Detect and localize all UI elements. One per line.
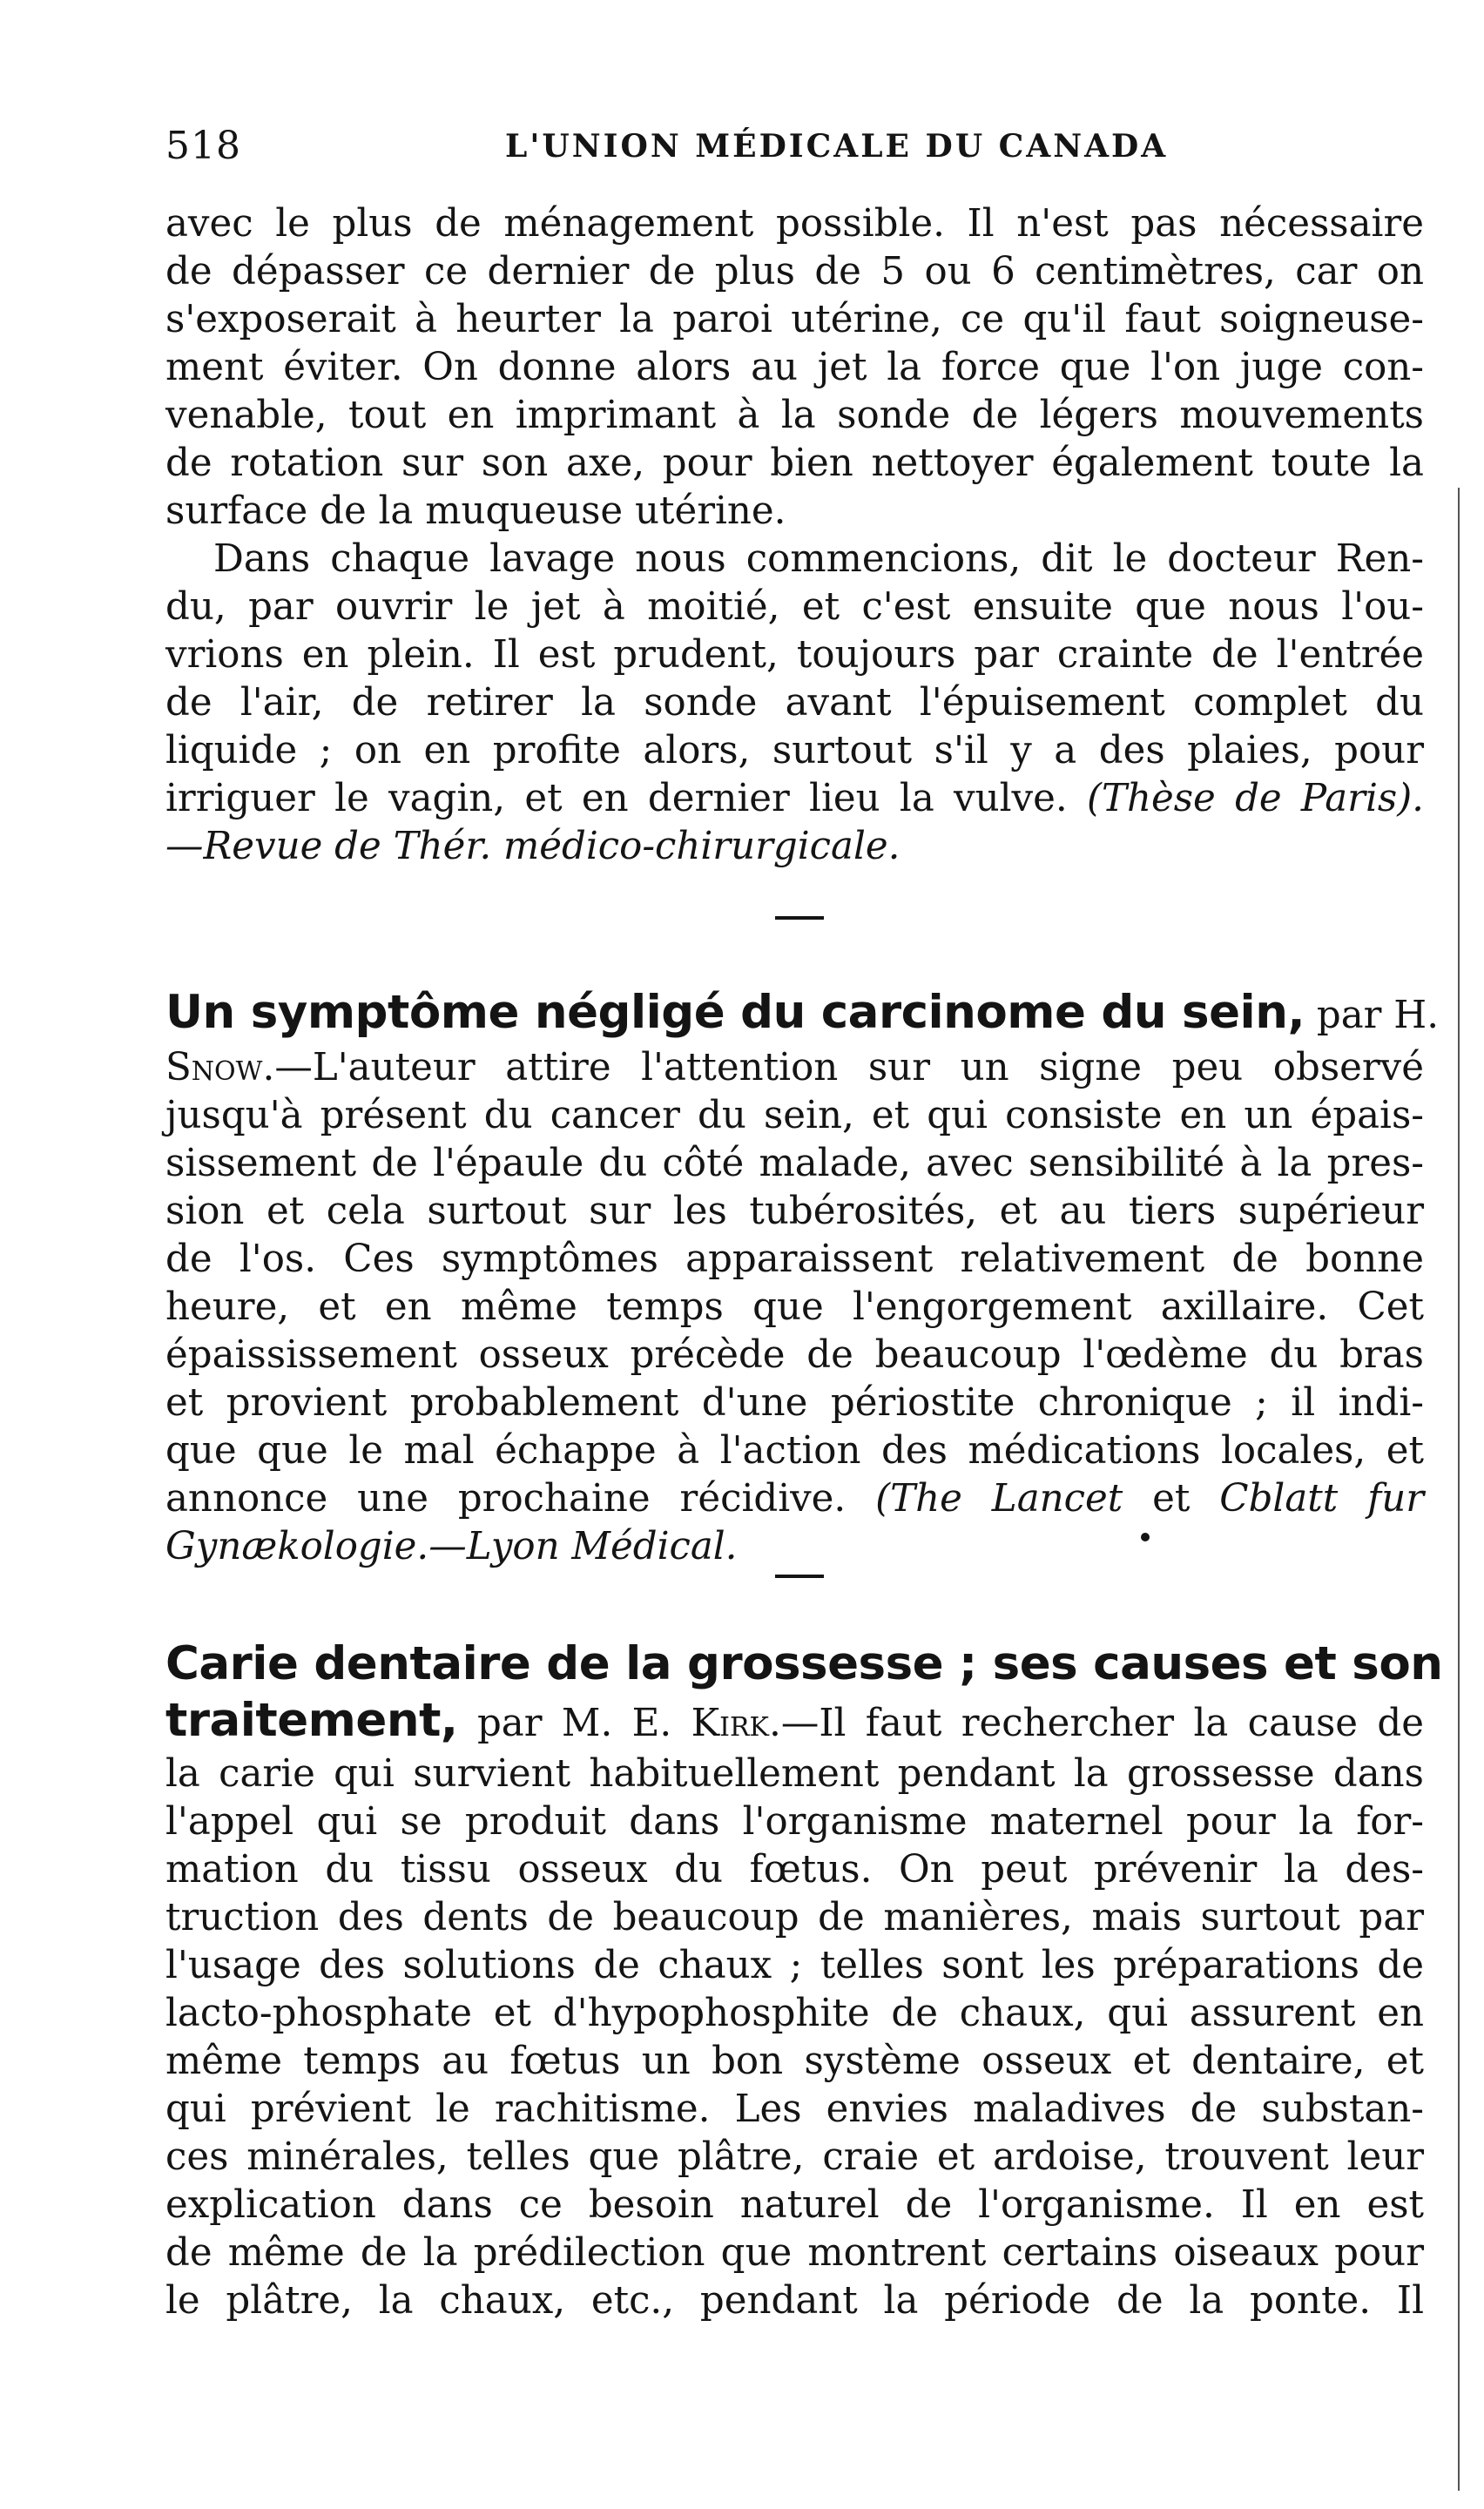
article-carie-dentaire [165, 1637, 1443, 2325]
text-line: qui prévient le rachitisme. Les envies maladives de substan- [165, 2087, 1424, 2131]
text-line: vrions en plein. Il est prudent, toujours par crainte de l'entrée [165, 633, 1424, 677]
article-title: Un symptôme négligé du carcinome du sein, [165, 986, 1305, 1039]
author-prefix: par M. E. [476, 1702, 672, 1745]
ink-dot [1141, 1533, 1150, 1541]
text-line: épaississement osseux précède de beaucoup l'œdème du bras [165, 1333, 1424, 1377]
text-line [165, 1044, 1424, 1092]
source-reference: Cblatt fur [1219, 1477, 1425, 1521]
running-head [165, 120, 1402, 172]
text-line: truction des dents de beaucoup de manières, mais surtout par [165, 1896, 1424, 1939]
section-divider [775, 1575, 824, 1578]
article-title: Carie dentaire de la grossesse ; ses causes et son [165, 1637, 1443, 1690]
page-edge-line [1458, 488, 1460, 2491]
text-line: l'usage des solutions de chaux ; telles sont les préparations de [165, 1944, 1424, 1987]
text-line: ment éviter. On donne alors au jet la force que l'on juge con- [165, 346, 1424, 389]
line-text: —L'auteur attire l'attention sur un signe peu observé [274, 1046, 1424, 1089]
text-line: heure, et en même temps que l'engorgement axillaire. Cet [165, 1285, 1424, 1329]
text-line: liquide ; on en profite alors, surtout s'il y a des plaies, pour [165, 729, 1424, 772]
source-reference: (Thèse de Paris). [1086, 777, 1425, 820]
citation: —Revue de Thér. médico-chirurgicale. [165, 825, 901, 868]
article-title-cont: traitement, [165, 1694, 458, 1747]
text-line: que que le mal échappe à l'action des médications locales, et [165, 1429, 1424, 1473]
line-text: —Il faut rechercher la cause de [780, 1702, 1425, 1745]
text-line: ces minérales, telles que plâtre, craie et ardoise, trouvent leur [165, 2135, 1424, 2179]
text-line: avec le plus de ménagement possible. Il n'est pas nécessaire [165, 202, 1424, 246]
text-line: la carie qui survient habituellement pendant la grossesse dans [165, 1752, 1424, 1796]
text-line: s'exposerait à heurter la paroi utérine, ce qu'il faut soigneuse- [165, 298, 1424, 341]
text-line: de l'air, de retirer la sonde avant l'épuisement complet du [165, 681, 1424, 725]
section-divider [775, 916, 824, 920]
text-line: de même de la prédilection que montrent certains oiseaux pour [165, 2231, 1424, 2275]
text-line: Dans chaque lavage nous commencions, dit le docteur Ren- [213, 537, 1424, 581]
article-continuation [165, 200, 1424, 871]
author-name: Snow. [165, 1046, 275, 1089]
text-line: mation du tissu osseux du fœtus. On peut prévenir la des- [165, 1848, 1424, 1892]
text-line: l'appel qui se produit dans l'organisme maternel pour la for- [165, 1800, 1424, 1844]
text-line: de dépasser ce dernier de plus de 5 ou 6 centimètres, car on [165, 250, 1424, 293]
text-line: de l'os. Ces symptômes apparaissent relativement de bonne [165, 1238, 1424, 1281]
text-line [165, 1475, 1424, 1523]
text-line: surface de la muqueuse utérine. [165, 489, 786, 533]
author-name: Kirk. [691, 1702, 781, 1745]
text-line: sion et cela surtout sur les tubérosités, et au tiers supérieur [165, 1190, 1424, 1233]
article-heading-line [165, 1694, 1424, 1750]
text-line: venable, tout en imprimant à la sonde de légers mouvements [165, 394, 1424, 437]
article-heading-line [165, 984, 1440, 1044]
journal-title: L'UNION MÉDICALE DU CANADA [505, 128, 1169, 165]
source-join: et [1152, 1477, 1191, 1521]
text-line [165, 775, 1424, 823]
text-line: lacto-phosphate et d'hypophosphite de chaux, qui assurent en [165, 1992, 1424, 2035]
article-carcinome [165, 984, 1440, 1571]
text-line: le plâtre, la chaux, etc., pendant la période de la ponte. Il [165, 2279, 1424, 2323]
source-reference: (The Lancet [875, 1477, 1123, 1521]
text-line: même temps au fœtus un bon système osseux et dentaire, et [165, 2040, 1424, 2083]
line-text: irriguer le vagin, et en dernier lieu la vulve. [165, 777, 1068, 820]
text-line: sissement de l'épaule du côté malade, avec sensibilité à la pres- [165, 1142, 1424, 1185]
text-line: explication dans ce besoin naturel de l'organisme. Il en est [165, 2183, 1424, 2227]
text-line: jusqu'à présent du cancer du sein, et qui consiste en un épais- [165, 1094, 1424, 1137]
text-line: de rotation sur son axe, pour bien nettoyer également toute la [165, 442, 1424, 485]
page-number: 518 [165, 124, 241, 168]
author-prefix: par H. [1316, 994, 1440, 1037]
text-line: du, par ouvrir le jet à moitié, et c'est ensuite que nous l'ou- [165, 585, 1424, 629]
text-line: et provient probablement d'une périostite chronique ; il indi- [165, 1381, 1424, 1425]
line-text: annonce une prochaine récidive. [165, 1477, 847, 1521]
citation: Gynækologie.—Lyon Médical. [165, 1525, 738, 1568]
article-heading-line [165, 1637, 1443, 1694]
